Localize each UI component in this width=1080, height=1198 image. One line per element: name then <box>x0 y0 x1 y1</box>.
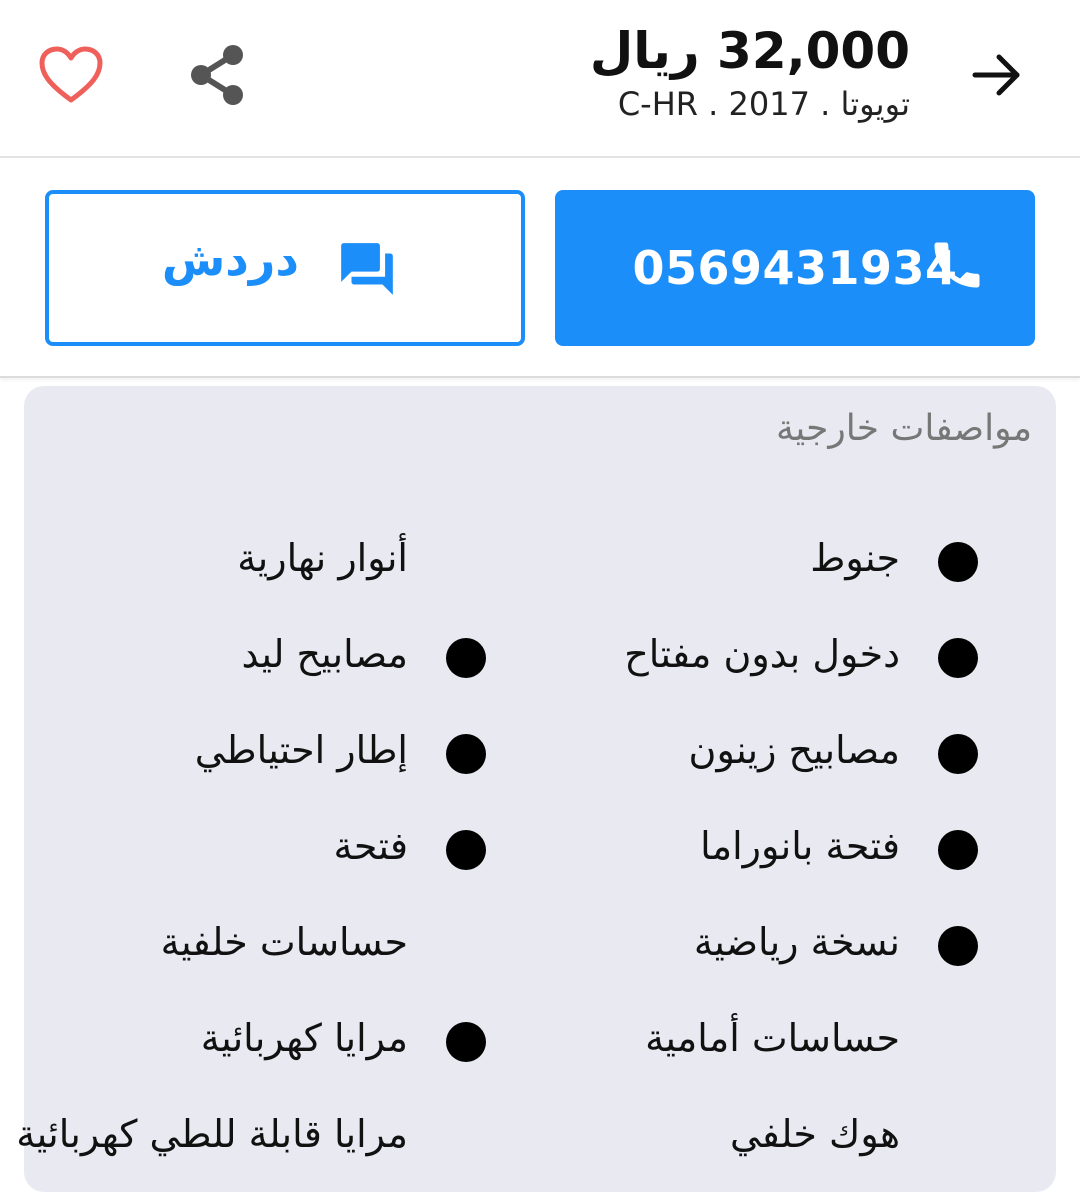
feature-label: فتحة <box>333 824 408 868</box>
feature-label: إطار احتياطي <box>194 728 408 772</box>
car-subtitle: تويوتا . 2017 . C-HR <box>617 85 910 123</box>
dot-icon <box>938 734 978 774</box>
feature-label: مصابيح زينون <box>688 728 900 772</box>
chat-button[interactable] <box>45 190 525 346</box>
chat-label: دردش <box>161 232 299 286</box>
share-icon <box>187 43 247 111</box>
feature-item <box>64 916 504 976</box>
feature-label: أنوار نهارية <box>237 536 408 580</box>
favorite-button[interactable] <box>34 40 108 114</box>
arrow-right-icon <box>969 47 1025 107</box>
feature-item <box>564 532 900 592</box>
feature-label: مرايا كهربائية <box>200 1016 408 1060</box>
dot-icon <box>938 830 978 870</box>
feature-label: جنوط <box>810 536 900 580</box>
feature-item <box>564 820 900 880</box>
dot-icon <box>938 542 978 582</box>
share-button[interactable] <box>180 40 254 114</box>
phone-number: 0569431934 <box>632 241 958 295</box>
feature-item <box>64 532 504 592</box>
price: 32,000 ريال <box>589 22 910 80</box>
dot-icon <box>446 638 486 678</box>
feature-label: دخول بدون مفتاح <box>624 632 900 676</box>
feature-label: حساسات خلفية <box>160 920 408 964</box>
back-button[interactable] <box>960 40 1034 114</box>
heart-outline-icon <box>39 46 103 108</box>
feature-label: هوك خلفي <box>729 1112 900 1156</box>
feature-item <box>16 1108 504 1168</box>
feature-item <box>64 724 504 784</box>
feature-label: نسخة رياضية <box>693 920 900 964</box>
dot-icon <box>446 734 486 774</box>
call-button[interactable] <box>555 190 1035 346</box>
feature-label: مصابيح ليد <box>241 632 408 676</box>
feature-label: مرايا قابلة للطي كهربائية <box>16 1112 408 1156</box>
feature-item <box>564 916 900 976</box>
app-header <box>0 0 1080 158</box>
exterior-features-panel <box>16 386 1056 1192</box>
feature-label: حساسات أمامية <box>645 1016 900 1060</box>
feature-item <box>564 724 900 784</box>
feature-item <box>564 1108 900 1168</box>
chat-icon <box>335 238 399 304</box>
dot-icon <box>446 830 486 870</box>
features-title: مواصفات خارجية <box>776 408 1032 449</box>
feature-label: فتحة بانوراما <box>700 824 900 868</box>
dot-icon <box>446 1022 486 1062</box>
feature-item <box>64 820 504 880</box>
feature-item <box>64 628 504 688</box>
phone-icon <box>927 234 987 300</box>
contact-actions <box>0 160 1080 378</box>
feature-item <box>564 628 900 688</box>
dot-icon <box>938 638 978 678</box>
feature-item <box>64 1012 504 1072</box>
feature-item <box>564 1012 900 1072</box>
dot-icon <box>938 926 978 966</box>
listing-title <box>350 18 910 126</box>
